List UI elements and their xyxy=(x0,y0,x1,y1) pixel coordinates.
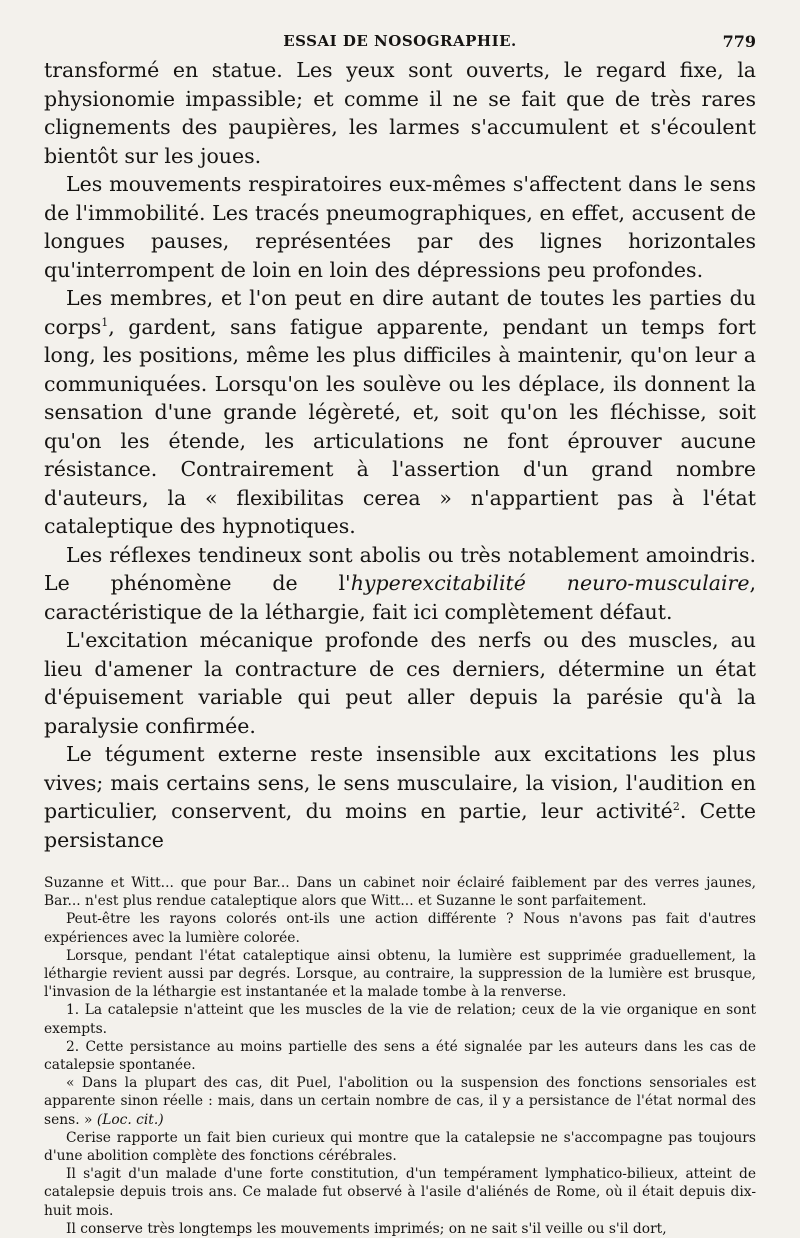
note-paragraph: Cerise rapporte un fait bien curieux qui montre que la catalepsie ne s'accompagne pas toujours d'une abolition complète des fonctions cérébrales. xyxy=(44,1129,756,1165)
note-quote-text: « Dans la plupart des cas, dit Puel, l'abolition ou la suspension des fonctions sensoriales est apparente sinon réelle : mais, dans un certain nombre de cas, il y a persistance de l'état normal des sens. » xyxy=(44,1075,756,1128)
footnote-2: 2. Cette persistance au moins partielle des sens a été signalée par les auteurs dans les cas de catalepsie spontanée. xyxy=(44,1038,756,1074)
paragraph-6 xyxy=(44,740,756,854)
note-paragraph: Lorsque, pendant l'état cataleptique ainsi obtenu, la lumière est supprimée graduellement, la léthargie revient aussi par degrés. Lorsque, au contraire, la suppression de la lumière est brusque, l'invasion de la léthargie est instantanée et la malade tombe à la renverse. xyxy=(44,947,756,1001)
note-quote xyxy=(44,1074,756,1129)
page-number: 779 xyxy=(722,32,756,51)
paragraph-2: Les mouvements respiratoires eux-mêmes s'affectent dans le sens de l'immobilité. Les tracés pneumographiques, en effet, accusent de longues pauses, représentées par des lignes horizontales qu'interrompent de loin en loin des dépressions peu profondes. xyxy=(44,172,756,282)
paragraph-4-emphasis: hyperexcitabilité neuro-musculaire xyxy=(350,571,750,595)
footnote-1: 1. La catalepsie n'atteint que les muscles de la vie de relation; ceux de la vie organique en sont exempts. xyxy=(44,1002,756,1037)
paragraph-6-text-b: . Cette persistance xyxy=(44,799,756,852)
footnote-ref-2: 2 xyxy=(672,800,680,814)
running-head xyxy=(44,28,756,56)
paragraph-6-text-a: Le tégument externe reste insensible aux excitations les plus vives; mais certains sens, le sens musculaire, la vision, l'audition en particulier, conservent, du moins en partie, leur activité xyxy=(44,742,756,823)
paragraph-3 xyxy=(44,284,756,541)
paragraph-3-text-a: Les membres, et l'on peut en dire autant de toutes les parties du corps xyxy=(44,286,756,339)
paragraph-4-text-a: Les réflexes tendineux sont abolis ou très notablement amoindris. Le phénomène de l' xyxy=(44,542,756,595)
running-title: ESSAI DE NOSOGRAPHIE. xyxy=(283,32,517,50)
paragraph-1: transformé en statue. Les yeux sont ouverts, le regard fixe, la physionomie impassible; et comme il ne se fait que de très rares clignements des paupières, les larmes s'accumulent et s'écoulent bientôt sur les joues. xyxy=(44,58,756,168)
note-citation: (Loc. cit.) xyxy=(96,1111,164,1128)
footnote-ref-1: 1 xyxy=(101,315,109,329)
note-paragraph: Peut-être les rayons colorés ont-ils une action différente ? Nous n'avons pas fait d'autres expériences avec la lumière colorée. xyxy=(44,911,756,946)
paragraph-4 xyxy=(44,541,756,627)
note-paragraph: Il s'agit d'un malade d'une forte constitution, d'un tempérament lymphatico-bilieux, atteint de catalepsie depuis trois ans. Ce malade fut observé à l'asile d'aliénés de Rome, où il était depuis dix-huit mois. xyxy=(44,1166,756,1219)
note-continuation: Suzanne et Witt... que pour Bar... Dans un cabinet noir éclairé faiblement par des verres jaunes, Bar... n'est plus rendue cataleptique alors que Witt... et Suzanne le sont parfaitement. xyxy=(44,875,756,910)
paragraph-4-text-b: , caractéristique de la léthargie, fait ici complètement défaut. xyxy=(44,571,756,624)
body-text xyxy=(44,56,756,854)
note-paragraph: Il conserve très longtemps les mouvements imprimés; on ne sait s'il veille ou s'il dort, xyxy=(66,1220,667,1237)
page xyxy=(44,28,756,1238)
paragraph-3-text-b: , gardent, sans fatigue apparente, pendant un temps fort long, les positions, même les plus difficiles à maintenir, qu'on leur a communiquées. Lorsqu'on les soulève ou les déplace, ils donnent la sensation d'une grande légèreté, et, soit qu'on les fléchisse, soit qu'on les étende, les articulations ne font éprouver aucune résistance. Contrairement à l'assertion d'un grand nombre d'auteurs, la « flexibilitas cerea » n'appartient pas à l'état cataleptique des hypnotiques. xyxy=(44,314,756,538)
paragraph-5: L'excitation mécanique profonde des nerfs ou des muscles, au lieu d'amener la contracture de ces derniers, détermine un état d'épuisement variable qui peut aller depuis la parésie qu'à la paralysie confirmée. xyxy=(44,628,756,738)
footnotes xyxy=(44,874,756,1238)
